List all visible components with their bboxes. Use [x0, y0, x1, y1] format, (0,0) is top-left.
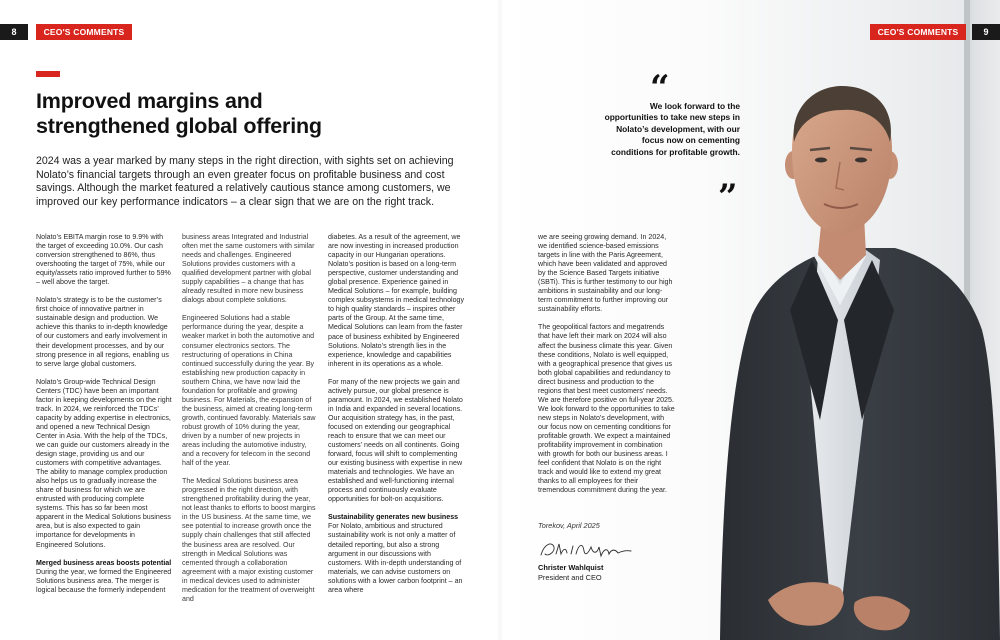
headline-line-1: Improved margins and	[36, 89, 263, 113]
quote-close-mark: ”	[718, 177, 738, 217]
paragraph: The Medical Solutions business area progressed in the right direction, with strengthened profitability during the year, not least thanks to efforts to boost margins in the US business. At the same time, we see potential to increase growth once the supply chain challenges that still affected the business area are resolved. Our strength in Medical Solutions was cemented through a collaboration agreement with a major existing customer in medical devices used to administer medication for the treatment of overweight and	[182, 477, 316, 603]
ceo-name: Christer Wahlquist	[538, 563, 604, 572]
paragraph: diabetes. As a result of the agreement, we are now investing in increased production capacity in our Hungarian operations. Nolato’s position is based on a long-term perspective, customer understanding and global presence. Experience gained in Medical Solutions – for example, building complex subsystems in medical technology to high quality standards – inspires other parts of the Group. At the same time, Medical Solutions can learn from the faster pace of business exhibited by Engineered Solutions. Nolato’s strength lies in the experience, knowledge and capabilities inherent in its operations as a whole.	[328, 233, 465, 368]
body-column-2	[182, 233, 319, 613]
paragraph: we are seeing growing demand. In 2024, we identified science-based emissions targets in line with the Paris Agreement, which have been validated and approved by the Science Based Targets initiative (SBTi). This is further testimony to our high ambitions in sustainability and our long-term commitment to further improving our sustainability efforts.	[538, 233, 673, 314]
headline-accent-bar	[36, 71, 60, 77]
body-column-4	[538, 233, 675, 504]
left-page-number: 8	[0, 24, 28, 40]
signature-image	[538, 538, 634, 562]
article-lead: 2024 was a year marked by many steps in the right direction, with sights set on achieving Nolato’s financial targets through an even greater focus on profitable business and cost savings. Although the market featured a relatively cautious stance among customers, we improved our key performance indicators – a clear sign that we are on the right track.	[36, 155, 454, 208]
ceo-title: President and CEO	[538, 573, 602, 582]
body-column-1	[36, 233, 173, 604]
headline-line-2: strengthened global offering	[36, 114, 322, 138]
paragraph: business areas Integrated and Industrial often met the same customers with similar needs and challenges. Engineered Solutions provides customers with a qualified development partner with global supply capabilities – a change that has already resulted in more new business dialogs about complete solutions.	[182, 233, 315, 305]
subheading: Merged business areas boosts potential	[36, 558, 172, 567]
paragraph-with-subheading	[36, 559, 173, 595]
paragraph: Engineered Solutions had a stable performance during the year, despite a weaker market in both the automotive and consumer electronics sectors. The restructuring of operations in China continued successfully during the year. By establishing new production capacity in southern China, we have now laid the foundation for profitable and growing business. For Materials, the expansion of the business, aimed at creating long-term growth, continued favorably. Materials saw robust growth of 10% during the year, driven by a number of new projects in areas including the automotive industry, and a recovery for telecom in the second half of the year.	[182, 314, 316, 468]
quote-open-mark: “	[650, 68, 670, 108]
paragraph: Nolato’s Group-wide Technical Design Centers (TDC) have been an important factor in keeping developments on the right track. In 2024, we reinforced the TDCs’ capacity by adding expertise in electronics, and opened a new Technical Design Center in Asia. With the help of the TDCs, we can guide our customers already in the design stage, providing us and our customers with competitive advantages. The ability to manage complex production also helps us to gradually increase the share of business for which we are entrusted with producing complete systems. This has so far been most apparent in the Medical Solutions business area, but is also expected to gain importance for developments in Engineered Solutions.	[36, 377, 172, 549]
place-date: Torekov, April 2025	[538, 521, 600, 530]
paragraph: Nolato’s EBITA margin rose to 9.9% with the target of exceeding 10.0%. Our cash conversion strengthened to 86%, thus overshooting the target of 75%, while our equity/assets ratio improved further to 59% – well above the target.	[36, 233, 171, 287]
subheading: Sustainability generates new business	[328, 513, 459, 522]
right-page-number: 9	[972, 24, 1000, 40]
paragraph: The geopolitical factors and megatrends that have left their mark on 2024 will also affect the business climate this year. Given these conditions, Nolato is well equipped, with a geographical presence that gives us both global capabilities and redundancy to direct business and production to the regions that best meet customers’ needs. We are therefore positive on full-year 2025. We look forward to the opportunities to take new steps in Nolato’s development, with our focus now on cementing conditions for profitable growth. We expect a maintained profitability improvement in combination with growth for both our business areas. I feel confident that Nolato is on the right track and would like to extend my great thanks to all employees for their tremendous commitment during the year.	[538, 323, 675, 495]
article-headline	[36, 89, 396, 139]
body-column-3	[328, 233, 465, 604]
signoff	[538, 521, 688, 582]
page-fold	[497, 0, 503, 640]
left-section-tag: CEO'S COMMENTS	[36, 24, 132, 40]
paragraph-text: During the year, we formed the Engineered Solutions business area. The merger is logical because the formerly independent	[36, 567, 172, 594]
right-section-tag: CEO'S COMMENTS	[870, 24, 966, 40]
paragraph-text: For Nolato, ambitious and structured sustainability work is not only a matter of detailed reporting, but also a strong argument in our discussions with customers. With in-depth understanding of materials, we can advise customers on solutions with a lower carbon footprint – an area where	[328, 522, 463, 594]
pull-quote-text: We look forward to the opportunities to take new steps in Nolato’s development, with our focus now on cementing conditions for profitable growth.	[604, 101, 740, 157]
paragraph-with-subheading	[328, 513, 465, 594]
paragraph: For many of the new projects we gain and actively pursue, our global presence is paramount. In 2024, we established Nolato in India and expanded in several locations. Our acquisition strategy has, in the past, focused on extending our geographical reach to ensure that we can meet our customers’ needs on all continents. Going forward, focus will shift to complementing our existing business with expertise in new materials and technologies. We have an established and well-functioning internal process and continuously evaluate opportunities for bolt-on acquisitions.	[328, 377, 463, 504]
paragraph: Nolato’s strategy is to be the customer’s first choice of innovative partner in sustainable design and production. We achieve this thanks to in-depth knowledge of our customers and early involvement in their development processes, and by our strong presence in all regions, enabling us to serve large global customers.	[36, 296, 169, 368]
ceo-portrait-image	[690, 80, 1000, 640]
